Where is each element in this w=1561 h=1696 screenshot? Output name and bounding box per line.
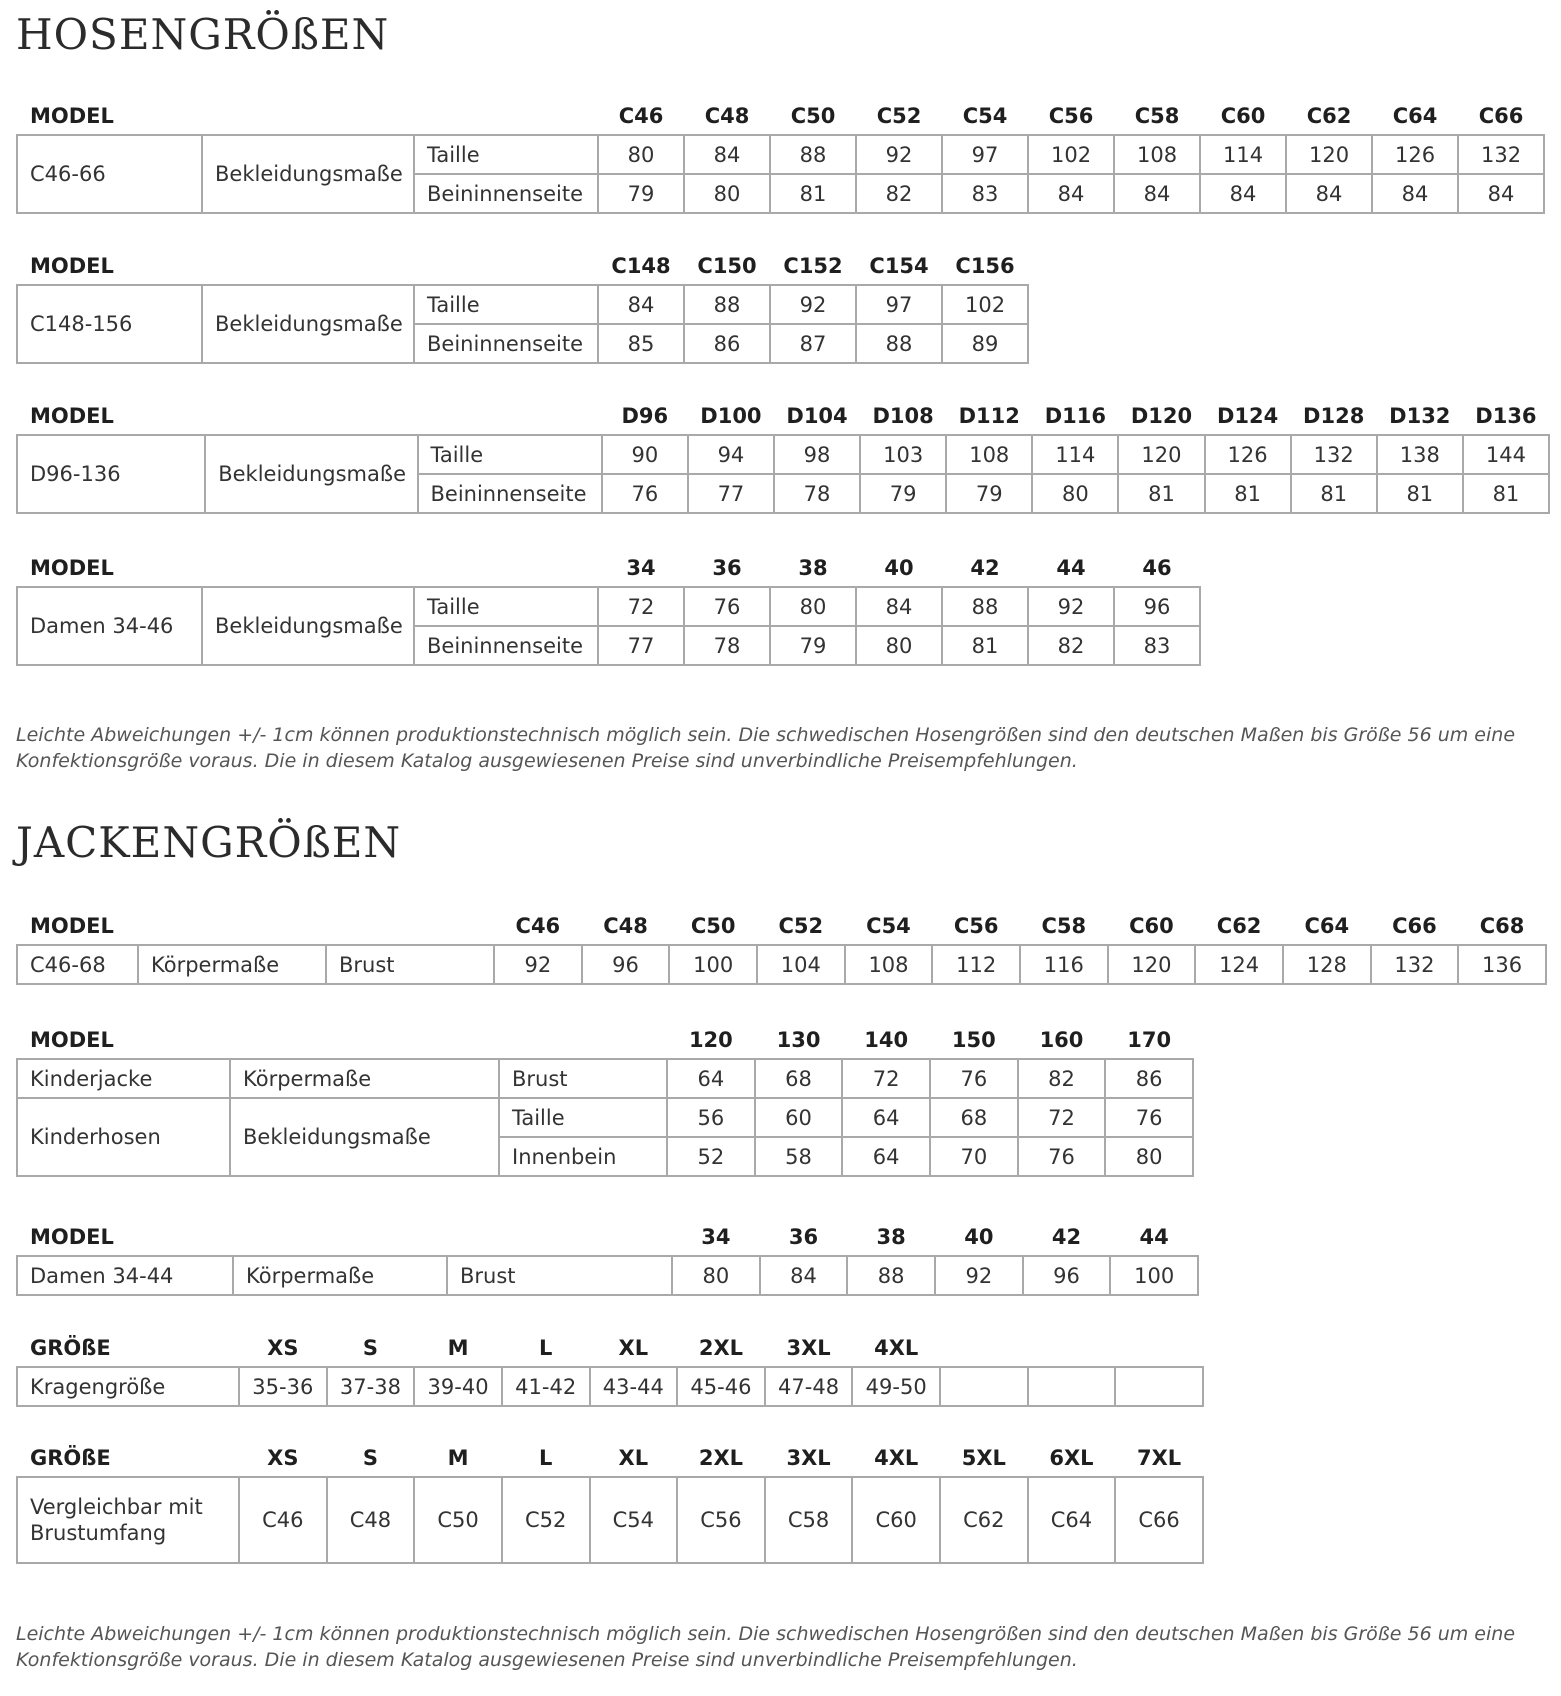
size-header: 160 [1039, 1028, 1084, 1052]
value-cell: 72 [1018, 1098, 1106, 1137]
size-header: C46 [618, 104, 664, 128]
value-cell: 92 [856, 135, 942, 174]
value-cell: 108 [946, 435, 1032, 474]
value-cell: 120 [1286, 135, 1372, 174]
size-header: C62 [1216, 914, 1262, 938]
hosen-table-d96-136 [16, 390, 1550, 514]
value-cell: C52 [502, 1477, 590, 1563]
value-cell: 136 [1458, 945, 1546, 984]
size-header: C62 [1306, 104, 1352, 128]
size-header: 170 [1127, 1028, 1172, 1052]
value-cell: 84 [684, 135, 770, 174]
jacken-table-c46-68 [16, 900, 1547, 985]
model-cell: Damen 34-46 [17, 587, 202, 665]
value-cell: 80 [672, 1256, 760, 1295]
value-cell [1115, 1367, 1203, 1406]
value-cell: 78 [684, 626, 770, 665]
value-cell: 92 [1028, 587, 1114, 626]
value-cell: 97 [942, 135, 1028, 174]
value-cell: 81 [1118, 474, 1204, 513]
size-header: C150 [697, 254, 757, 278]
value-cell: 108 [1114, 135, 1200, 174]
value-cell: 89 [942, 324, 1028, 363]
size-header: D124 [1216, 404, 1279, 428]
value-cell: 76 [684, 587, 770, 626]
model-header: MODEL [30, 1028, 114, 1052]
value-cell: 70 [930, 1137, 1018, 1176]
value-cell: C64 [1028, 1477, 1116, 1563]
size-header: XL [618, 1446, 649, 1470]
value-cell: 86 [684, 324, 770, 363]
size-header: 34 [626, 556, 656, 580]
table-row [17, 587, 1200, 626]
value-cell: 77 [598, 626, 684, 665]
value-cell: 80 [770, 587, 856, 626]
value-cell: 81 [770, 174, 856, 213]
value-cell: C62 [940, 1477, 1028, 1563]
model-cell: D96-136 [17, 435, 205, 513]
size-header: 4XL [874, 1446, 919, 1470]
value-cell: 114 [1032, 435, 1118, 474]
size-header: D120 [1130, 404, 1193, 428]
value-cell: 100 [669, 945, 757, 984]
model-header: MODEL [30, 914, 114, 938]
value-cell: 86 [1105, 1059, 1193, 1098]
measure-type-cell: Bekleidungsmaße [230, 1098, 499, 1176]
size-header: D100 [700, 404, 762, 428]
size-header: C154 [869, 254, 929, 278]
value-cell: 78 [774, 474, 860, 513]
size-header: C58 [1134, 104, 1180, 128]
table-row [17, 1477, 1203, 1563]
value-cell: 81 [942, 626, 1028, 665]
row-label-line: Vergleichbar mit [30, 1495, 203, 1519]
table-header-row [17, 1322, 1203, 1367]
value-cell: 79 [860, 474, 946, 513]
size-header: XS [267, 1336, 299, 1360]
value-cell: 84 [1458, 174, 1544, 213]
value-cell: 76 [1018, 1137, 1106, 1176]
value-cell: 112 [932, 945, 1020, 984]
value-cell: 79 [946, 474, 1032, 513]
value-cell: 79 [598, 174, 684, 213]
value-cell: C58 [765, 1477, 853, 1563]
value-cell: 64 [667, 1059, 755, 1098]
table-row [17, 945, 1546, 984]
value-cell: 132 [1371, 945, 1459, 984]
measure-type-cell: Körpermaße [138, 945, 326, 984]
value-cell: 124 [1195, 945, 1283, 984]
model-cell: C46-66 [17, 135, 202, 213]
value-cell: 92 [494, 945, 582, 984]
size-header: C50 [790, 104, 836, 128]
size-header: 5XL [961, 1446, 1006, 1470]
value-cell: 87 [770, 324, 856, 363]
table-row [17, 285, 1028, 324]
measure-type-cell: Bekleidungsmaße [202, 135, 414, 213]
value-cell: 84 [1372, 174, 1458, 213]
size-header: 36 [712, 556, 742, 580]
size-header: C152 [783, 254, 843, 278]
model-header: MODEL [30, 104, 114, 128]
model-header: MODEL [30, 556, 114, 580]
size-header: D132 [1389, 404, 1451, 428]
value-cell: C50 [414, 1477, 502, 1563]
value-cell: 84 [760, 1256, 848, 1295]
model-cell: C148-156 [17, 285, 202, 363]
size-header: XS [267, 1446, 299, 1470]
value-cell: 80 [856, 626, 942, 665]
size-header: M [447, 1336, 469, 1360]
value-cell: 120 [1108, 945, 1196, 984]
value-cell: 37-38 [327, 1367, 415, 1406]
value-cell: C60 [852, 1477, 940, 1563]
value-cell: C46 [239, 1477, 327, 1563]
value-cell: 88 [770, 135, 856, 174]
size-header: 40 [964, 1225, 994, 1249]
value-cell: 83 [1114, 626, 1200, 665]
value-cell: 128 [1283, 945, 1371, 984]
row-label-cell: Taille [414, 135, 598, 174]
value-cell: 39-40 [414, 1367, 502, 1406]
size-header: 3XL [786, 1336, 831, 1360]
value-cell: 92 [935, 1256, 1023, 1295]
hosen-section-title: HOSENGRÖßEN [16, 10, 390, 59]
value-cell: 138 [1377, 435, 1463, 474]
size-header: 150 [951, 1028, 996, 1052]
value-cell: 116 [1020, 945, 1108, 984]
size-header: 120 [688, 1028, 733, 1052]
row-label-cell [17, 1477, 239, 1563]
value-cell: 96 [1114, 587, 1200, 626]
value-cell: 58 [755, 1137, 843, 1176]
size-header: C46 [515, 914, 561, 938]
value-cell: 45-46 [677, 1367, 765, 1406]
size-header: C48 [603, 914, 648, 938]
value-cell: 94 [688, 435, 774, 474]
value-cell: 76 [930, 1059, 1018, 1098]
row-label-cell: Kragengröße [17, 1367, 239, 1406]
table-header-row [17, 900, 1546, 945]
size-header: C52 [778, 914, 824, 938]
value-cell: 90 [602, 435, 688, 474]
size-header: 2XL [698, 1336, 744, 1360]
size-header: 44 [1056, 556, 1086, 580]
value-cell: 47-48 [765, 1367, 853, 1406]
hosen-table-c46-66 [16, 90, 1545, 214]
measure-type-cell: Bekleidungsmaße [205, 435, 417, 513]
size-header: L [538, 1336, 553, 1360]
size-header: 2XL [698, 1446, 744, 1470]
jacken-section-title: JACKENGRÖßEN [16, 818, 402, 867]
table-row [17, 135, 1544, 174]
row-label-cell: Brust [326, 945, 494, 984]
size-header: D108 [872, 404, 934, 428]
size-header: C56 [953, 914, 999, 938]
value-cell: 82 [856, 174, 942, 213]
value-cell: 97 [856, 285, 942, 324]
size-header: 34 [701, 1225, 731, 1249]
row-label-cell: Beininnenseite [414, 324, 598, 363]
size-header: D96 [621, 404, 669, 428]
value-cell: 80 [598, 135, 684, 174]
size-header: D112 [958, 404, 1020, 428]
model-cell: Kinderhosen [17, 1098, 230, 1176]
value-cell: 96 [582, 945, 670, 984]
size-header: 130 [776, 1028, 821, 1052]
row-label-cell: Beininnenseite [414, 174, 598, 213]
model-header: MODEL [30, 254, 114, 278]
value-cell: 98 [774, 435, 860, 474]
size-header: 38 [798, 556, 828, 580]
row-label-line: Brustumfang [30, 1521, 167, 1545]
value-cell: 88 [847, 1256, 935, 1295]
value-cell: 126 [1372, 135, 1458, 174]
value-cell: 85 [598, 324, 684, 363]
size-header: C56 [1048, 104, 1094, 128]
model-cell: C46-68 [17, 945, 138, 984]
row-label-cell: Taille [414, 285, 598, 324]
row-label-cell: Brust [447, 1256, 672, 1295]
row-label-cell: Beininnenseite [414, 626, 598, 665]
value-cell: 103 [860, 435, 946, 474]
value-cell: C48 [327, 1477, 415, 1563]
value-cell: 49-50 [852, 1367, 940, 1406]
hosen-table-c148-156 [16, 240, 1029, 364]
table-row [17, 1098, 1193, 1137]
value-cell: 132 [1291, 435, 1377, 474]
size-header: C52 [876, 104, 922, 128]
value-cell: 81 [1463, 474, 1549, 513]
value-cell: 100 [1110, 1256, 1198, 1295]
measure-type-cell: Bekleidungsmaße [202, 587, 414, 665]
table-row [17, 1059, 1193, 1098]
size-header: C54 [962, 104, 1008, 128]
size-header: C54 [866, 914, 911, 938]
table-header-row [17, 1432, 1203, 1477]
size-header: D104 [786, 404, 848, 428]
value-cell: 64 [842, 1098, 930, 1137]
value-cell: 82 [1018, 1059, 1106, 1098]
value-cell: 84 [1114, 174, 1200, 213]
size-header [940, 1322, 1028, 1367]
value-cell: 77 [688, 474, 774, 513]
size-header: C48 [704, 104, 750, 128]
table-header-row [17, 390, 1549, 435]
table-header-row [17, 1211, 1198, 1256]
table-header-row [17, 1014, 1193, 1059]
value-cell: 56 [667, 1098, 755, 1137]
value-cell: 76 [602, 474, 688, 513]
measure-type-cell: Körpermaße [230, 1059, 499, 1098]
row-label-cell: Beininnenseite [418, 474, 602, 513]
size-header: C60 [1220, 104, 1266, 128]
size-header: C64 [1392, 104, 1438, 128]
value-cell: 52 [667, 1137, 755, 1176]
size-header: 40 [884, 556, 914, 580]
value-cell: 68 [930, 1098, 1018, 1137]
value-cell: 82 [1028, 626, 1114, 665]
size-header: C66 [1392, 914, 1437, 938]
size-header: 140 [864, 1028, 909, 1052]
size-header: C60 [1129, 914, 1174, 938]
groesse-header: GRÖßE [30, 1336, 111, 1360]
table-row [17, 435, 1549, 474]
size-header: S [362, 1446, 378, 1470]
value-cell: 102 [1028, 135, 1114, 174]
size-header [1028, 1322, 1116, 1367]
measure-type-cell: Bekleidungsmaße [202, 285, 414, 363]
model-header: MODEL [30, 404, 114, 428]
value-cell: 81 [1205, 474, 1291, 513]
value-cell: 84 [856, 587, 942, 626]
size-header: 36 [788, 1225, 819, 1249]
size-header: D128 [1303, 404, 1365, 428]
size-header: 44 [1139, 1225, 1169, 1249]
value-cell: 80 [1105, 1137, 1193, 1176]
row-label-cell: Innenbein [499, 1137, 667, 1176]
size-header: 38 [876, 1225, 906, 1249]
value-cell: 81 [1377, 474, 1463, 513]
size-header: D136 [1475, 404, 1537, 428]
size-header: 3XL [786, 1446, 831, 1470]
value-cell: 96 [1023, 1256, 1111, 1295]
value-cell: 92 [770, 285, 856, 324]
size-header: XL [618, 1336, 649, 1360]
size-header: D116 [1044, 404, 1106, 428]
size-header: C66 [1478, 104, 1524, 128]
size-header: 4XL [874, 1336, 919, 1360]
value-cell: 64 [842, 1137, 930, 1176]
size-header: 42 [1051, 1225, 1082, 1249]
size-header: 46 [1142, 556, 1172, 580]
value-cell: 120 [1118, 435, 1204, 474]
jacken-table-brustumfang [16, 1432, 1204, 1564]
size-header: C50 [690, 914, 736, 938]
model-cell: Damen 34-44 [17, 1256, 233, 1295]
jacken-table-kinder [16, 1014, 1194, 1177]
model-cell: Kinderjacke [17, 1059, 230, 1098]
size-header: 7XL [1136, 1446, 1182, 1470]
table-row [17, 1367, 1203, 1406]
value-cell: 81 [1291, 474, 1377, 513]
value-cell: C54 [590, 1477, 678, 1563]
value-cell: 126 [1205, 435, 1291, 474]
table-header-row [17, 542, 1200, 587]
row-label-cell: Brust [499, 1059, 667, 1098]
size-header: 6XL [1049, 1446, 1094, 1470]
value-cell: 80 [684, 174, 770, 213]
measure-type-cell: Körpermaße [233, 1256, 447, 1295]
row-label-cell: Taille [418, 435, 602, 474]
value-cell: 132 [1458, 135, 1544, 174]
jacken-footnote: Leichte Abweichungen +/- 1cm können produktionstechnisch möglich sein. Die schwedischen Hosengrößen sind den deutschen Maßen bis Größe 56 um eine Konfektionsgröße voraus. Die in diesem Katalog ausgewiesenen Preise sind unverbindliche Preisempfehlungen. [16, 1623, 1516, 1671]
value-cell: 80 [1032, 474, 1118, 513]
size-header: L [538, 1446, 553, 1470]
table-header-row [17, 90, 1544, 135]
size-header: C58 [1041, 914, 1087, 938]
value-cell: 108 [845, 945, 933, 984]
groesse-header: GRÖßE [30, 1446, 111, 1470]
row-label-cell: Taille [499, 1098, 667, 1137]
value-cell: 60 [755, 1098, 843, 1137]
size-header: 42 [970, 556, 1000, 580]
model-header: MODEL [30, 1225, 114, 1249]
size-header [1115, 1322, 1203, 1367]
value-cell: 88 [942, 587, 1028, 626]
size-header: M [447, 1446, 469, 1470]
row-label-cell: Taille [414, 587, 598, 626]
size-header: S [362, 1336, 378, 1360]
value-cell: 102 [942, 285, 1028, 324]
value-cell: 41-42 [502, 1367, 590, 1406]
value-cell: 72 [842, 1059, 930, 1098]
hosen-footnote: Leichte Abweichungen +/- 1cm können produktionstechnisch möglich sein. Die schwedischen Hosengrößen sind den deutschen Maßen bis Größe 56 um eine Konfektionsgröße voraus. Die in diesem Katalog ausgewiesenen Preise sind unverbindliche Preisempfehlungen. [16, 724, 1516, 772]
size-header: C68 [1479, 914, 1525, 938]
hosen-table-damen-34-46 [16, 542, 1201, 666]
value-cell [940, 1367, 1028, 1406]
value-cell: 83 [942, 174, 1028, 213]
value-cell: 84 [1028, 174, 1114, 213]
table-header-row [17, 240, 1028, 285]
value-cell: C56 [677, 1477, 765, 1563]
value-cell: 35-36 [239, 1367, 327, 1406]
size-header: C64 [1304, 914, 1350, 938]
value-cell: 76 [1105, 1098, 1193, 1137]
value-cell: 84 [1286, 174, 1372, 213]
value-cell: 88 [856, 324, 942, 363]
jacken-table-damen-34-44 [16, 1211, 1199, 1296]
size-header: C148 [611, 254, 671, 278]
value-cell: 68 [755, 1059, 843, 1098]
jacken-table-kragengroesse [16, 1322, 1204, 1407]
value-cell: 104 [757, 945, 845, 984]
value-cell: 114 [1200, 135, 1286, 174]
value-cell: 79 [770, 626, 856, 665]
value-cell: 72 [598, 587, 684, 626]
value-cell: 84 [598, 285, 684, 324]
value-cell: C66 [1115, 1477, 1203, 1563]
value-cell: 84 [1200, 174, 1286, 213]
value-cell: 88 [684, 285, 770, 324]
value-cell [1028, 1367, 1116, 1406]
value-cell: 43-44 [590, 1367, 678, 1406]
size-header: C156 [955, 254, 1015, 278]
value-cell: 144 [1463, 435, 1549, 474]
table-row [17, 1256, 1198, 1295]
